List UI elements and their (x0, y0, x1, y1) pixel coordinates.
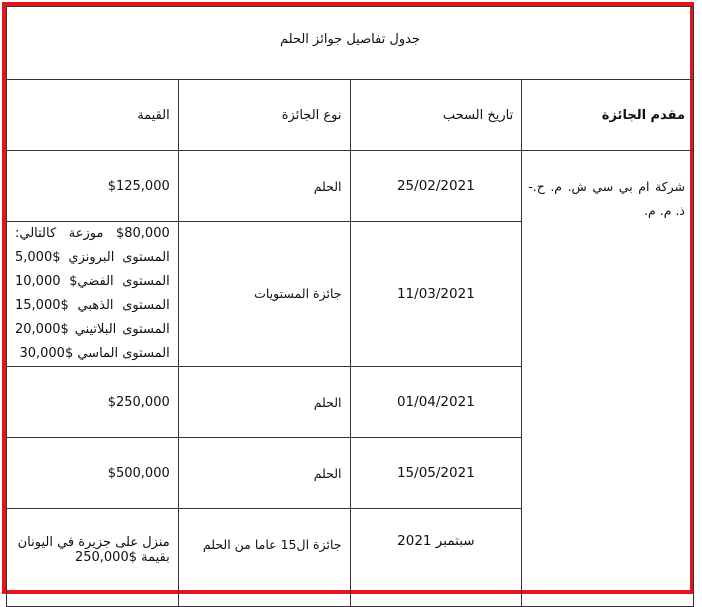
table-title (7, 7, 694, 80)
table-title-text: جدول تفاصيل جوائز الحلم (279, 31, 421, 47)
prize-value: $125,000 (7, 151, 179, 222)
prize-value: $500,000 (7, 438, 179, 509)
header-row (7, 80, 694, 151)
sponsor-name: شركة ام بي سي ش. م. ح.- ذ. م. م. (522, 151, 694, 607)
prize-type: جائزة المستويات (178, 222, 350, 367)
dream-prizes-table (6, 6, 694, 607)
draw-date: 25/02/2021 (350, 151, 522, 222)
draw-date: 11/03/2021 (350, 222, 522, 367)
header-draw-date: تاريخ السحب (350, 80, 522, 151)
draw-date: سبتمبر 2021 (350, 509, 522, 607)
prize-value: منزل على جزيرة في اليونان بقيمة $250,000 (7, 509, 179, 607)
prize-value: $250,000 (7, 367, 179, 438)
draw-date: 15/05/2021 (350, 438, 522, 509)
prize-type: جائزة ال15 عاما من الحلم (178, 509, 350, 607)
prize-type: الحلم (178, 151, 350, 222)
table-row (7, 151, 694, 222)
header-prize-type: نوع الجائزة (178, 80, 350, 151)
draw-date: 01/04/2021 (350, 367, 522, 438)
prize-type: الحلم (178, 367, 350, 438)
prize-value: $80,000 موزعة كالتالي: المستوى البرونزي $5,000 المستوى الفضي$ 10,000 المستوى الذهبي $15,000 المستوى البلاتيني $20,000 المستوى الماسي $30,000 (7, 222, 179, 367)
header-value: القيمة (7, 80, 179, 151)
prize-type: الحلم (178, 438, 350, 509)
header-sponsor: مقدم الجائزة (522, 80, 694, 151)
